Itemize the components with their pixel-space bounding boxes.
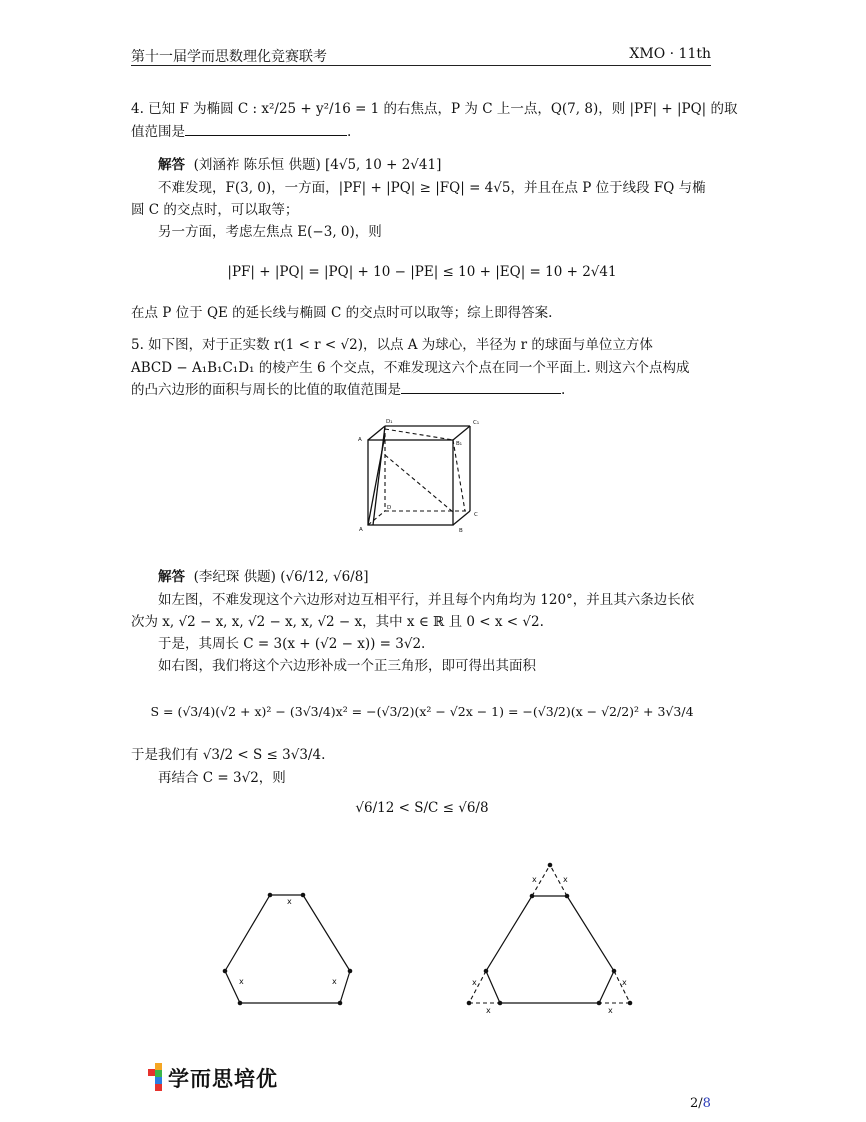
problem-5-statement: 5. 如下图，对于正实数 r(1 < r < √2)，以点 A 为球心，半径为 r 的球面与单位立方体 [131,337,653,353]
tri-side-label: x [608,1006,613,1015]
problem-5-solution-line: 次为 x, √2 − x, x, √2 − x, x, √2 − x，其中 x ∈ ℝ 且 0 < x < √2. [131,614,544,630]
cube-label-d: D [387,505,392,511]
cube-figure [355,415,490,537]
header-rule [131,65,711,66]
tri-side-label: x [472,978,477,987]
answer-blank [401,381,561,394]
cube-label-a1: A [358,437,362,443]
answer-blank [185,123,347,136]
hexagon-figure [215,885,360,1010]
cube-label-b1: B₁ [456,441,462,447]
problem-4-solution-line: 不难发现，F(3, 0)，一方面，|PF| + |PQ| ≥ |FQ| = 4√5，并且在点 P 位于线段 FQ 与椭 [158,180,706,196]
problem-4-equation: |PF| + |PQ| = |PQ| + 10 − |PE| ≤ 10 + |EQ| = 10 + 2√41 [227,264,617,280]
hex-side-label: x [239,977,244,986]
cube-label-a: A [359,527,363,533]
problem-5-statement-cont: ABCD − A₁B₁C₁D₁ 的棱产生 6 个交点，不难发现这六个点在同一个平面上. 则这六个点构成 [131,360,690,376]
brand-logo-text: 学而思培优 [168,1067,278,1091]
tri-side-label: x [563,875,568,884]
tri-side-label: x [622,978,627,987]
cube-label-c: C [474,512,478,518]
cube-label-d1: D₁ [386,419,393,425]
problem-5-ratio-equation: √6/12 < S/C ≤ √6/8 [355,800,489,816]
hex-side-label: x [287,897,292,906]
problem-5-area-equation: S = (√3/4)(√2 + x)² − (3√3/4)x² = −(√3/2)(x² − √2x − 1) = −(√3/2)(x − √2/2)² + 3√3/4 [150,704,694,719]
triangle-completion-figure [462,858,637,1016]
problem-5-solution-line: 于是我们有 √3/2 < S ≤ 3√3/4. [131,747,326,763]
tri-side-label: x [486,1006,491,1015]
page-number: 2/8 [690,1096,711,1111]
total-pages-link[interactable]: 8 [702,1096,711,1111]
problem-4-solution-line: 另一方面，考虑左焦点 E(−3, 0)，则 [158,224,382,240]
problem-4-statement: 4. 已知 F 为椭圆 C : x²/25 + y²/16 = 1 的右焦点，P 为 C 上一点，Q(7, 8)，则 |PF| + |PQ| 的取 [131,101,738,117]
hex-side-label: x [332,977,337,986]
problem-5-answer-head: 解答 (李纪琛 供题) (√6/12, √6/8] [158,569,369,585]
header-title: 第十一届学而思数理化竞赛联考 [131,49,327,65]
problem-5-solution-line: 如右图，我们将这个六边形补成一个正三角形，即可得出其面积 [158,658,536,674]
problem-5-solution-line: 再结合 C = 3√2，则 [158,770,286,786]
cube-label-c1: C₁ [473,420,480,426]
problem-4-statement-cont: 值范围是 . [131,124,352,140]
page-header [131,46,711,64]
header-contest: XMO · 11th [629,46,711,62]
tri-side-label: x [532,875,537,884]
cube-label-b: B [459,528,463,534]
problem-5-solution-line: 于是，其周长 C = 3(x + (√2 − x)) = 3√2. [158,636,426,652]
problem-4-solution-line: 圆 C 的交点时，可以取等； [131,202,299,218]
problem-4-answer-head: 解答 (刘涵祚 陈乐恒 供题) [4√5, 10 + 2√41] [158,157,442,173]
problem-5-solution-line: 如左图，不难发现这个六边形对边互相平行，并且每个内角均为 120°，并且其六条边长依 [158,592,695,608]
brand-logo-icon [148,1062,168,1094]
problem-5-statement-cont: 的凸六边形的面积与周长的比值的取值范围是 . [131,382,566,398]
problem-4-solution-line: 在点 P 位于 QE 的延长线与椭圆 C 的交点时可以取等；综上即得答案. [131,305,553,321]
